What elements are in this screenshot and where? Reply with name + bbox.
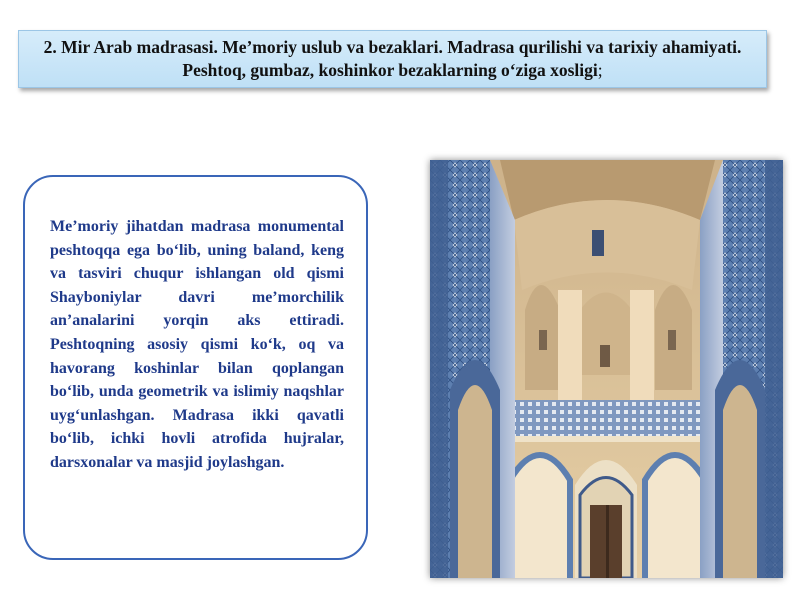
- body-text: Me’moriy jihatdan madrasa monumental peshtoqqa ega bo‘lib, uning baland, keng va tasviri chuqur ishlangan old qismi Shayboniylar davri me’morchilik an’analarini yorqin aks ettiradi. Peshtoqning asosiy qismi ko‘k, oq va havorang koshinlar bilan qoplangan bo‘lib, unda geometrik va islimiy naqshlar uyg‘unlashgan. Madrasa ikki qavatli bo‘lib, ichki hovli atrofida hujralar, darsxonalar va masjid joylashgan.: [50, 218, 344, 471]
- text-box: [23, 175, 368, 560]
- title-semicolon: ;: [597, 60, 603, 80]
- slide-title: 2. Mir Arab madrasasi. Me’moriy uslub va bezaklari. Madrasa qurilishi va tarixiy ahamiyati. Peshtoq, gumbaz, koshinkor bezaklarning o‘ziga xosligi;: [43, 37, 742, 80]
- madrasa-portal-photo: [430, 160, 783, 578]
- slide-title-box: [18, 30, 767, 88]
